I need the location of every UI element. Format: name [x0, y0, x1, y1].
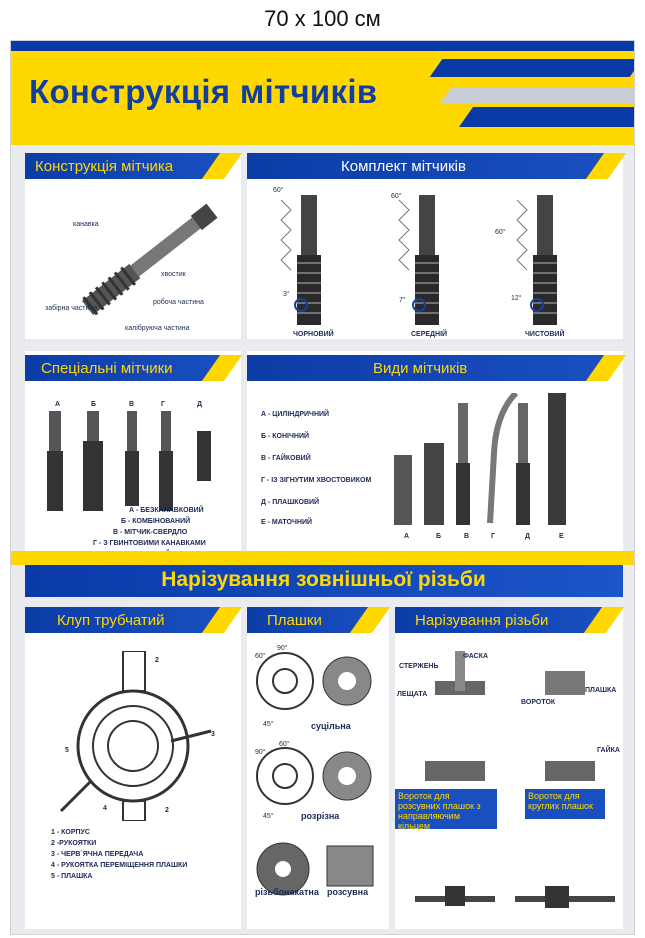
angle-label: 60° — [391, 193, 402, 200]
pipe-die-illustration — [51, 651, 221, 821]
types-legend-item: Г - ІЗ ЗІГНУТИМ ХВОСТОВИКОМ — [261, 477, 372, 484]
type-letter: Е — [559, 533, 564, 540]
special-legend-item: В - МІТЧИК-СВЕРДЛО — [113, 529, 188, 536]
banner-stripe — [11, 551, 635, 565]
label-shank: хвостик — [161, 271, 186, 278]
size-label: 70 x 100 см — [264, 6, 381, 31]
die-caption-solid: суцільна — [311, 721, 351, 731]
threading-illustration — [395, 641, 623, 911]
angle-label: 90° — [255, 749, 266, 756]
angle-label: 60° — [273, 187, 284, 194]
type-letter: А — [404, 533, 410, 540]
die-caption-split: розрізна — [301, 811, 340, 821]
angle-label: 90° — [277, 645, 288, 652]
threading-label-rod: СТЕРЖЕНЬ — [399, 663, 439, 670]
lead-angle-label: 7° — [399, 297, 406, 304]
pipe-die-legend-item: 3 - ЧЕРВ`ЯЧНА ПЕРЕДАЧА — [51, 851, 144, 858]
letter-label: А — [55, 401, 61, 408]
type-letter: В — [464, 533, 470, 540]
special-taps-illustration — [41, 411, 221, 521]
pipe-die-legend-item: 1 - КОРПУС — [51, 829, 90, 836]
angle-label: 45° — [263, 813, 274, 820]
caption-finishing: ЧИСТОВИЙ — [525, 331, 565, 338]
callout-number: 3 — [211, 731, 215, 738]
type-letter: Б — [436, 533, 442, 540]
type-letter: Д — [525, 533, 530, 540]
letter-label: Б — [91, 401, 97, 408]
letter-label: В — [129, 401, 135, 408]
pipe-die-legend-item: 5 - ПЛАШКА — [51, 873, 93, 880]
callout-number: 5 — [65, 747, 69, 754]
die-caption-rolling: різьбонакатна — [255, 887, 319, 897]
label-working-part: робоча частина — [153, 299, 204, 306]
poster-title: Конструкція мітчиків — [29, 73, 378, 110]
special-legend-item: Б - КОМБІНОВАНИЙ — [121, 518, 191, 525]
angle-label: 60° — [495, 229, 506, 236]
tap-set-illustration — [261, 185, 611, 335]
note-round-die-wrench: Вороток для круглих плашок — [525, 789, 605, 819]
label-flute: канавка — [73, 221, 99, 228]
poster — [10, 40, 635, 935]
angle-label: 45° — [263, 721, 274, 728]
special-legend-item: Г - З ГВИНТОВИМИ КАНАВКАМИ — [93, 540, 206, 547]
types-legend-item: А - ЦИЛІНДРИЧНИЙ — [261, 411, 330, 418]
tap-types-illustration — [386, 393, 586, 533]
angle-label: 60° — [279, 741, 290, 748]
pipe-die-legend-item: 4 - РУКОЯТКА ПЕРЕМІЩЕННЯ ПЛАШКИ — [51, 862, 188, 869]
types-legend-item: Б - КОНІЧНИЙ — [261, 433, 310, 440]
threading-label-chamfer: ФАСКА — [463, 653, 489, 660]
die-caption-adjustable: розсувна — [327, 887, 369, 897]
threading-label-die: ПЛАШКА — [585, 687, 617, 694]
header-band — [11, 41, 635, 145]
header-stripe — [430, 59, 635, 77]
note-adjustable-die-wrench: Вороток для розсувних плашок з направляючим кільцем — [395, 789, 497, 829]
dies-illustration — [247, 641, 387, 901]
header-stripe — [440, 87, 635, 103]
section-heading-special: Спеціальні мітчики — [41, 360, 173, 377]
banner-external-thread-text: Нарізування зовнішньої різьби — [161, 568, 486, 591]
threading-label-wrench: ВОРОТОК — [521, 699, 556, 706]
callout-number: 4 — [103, 805, 107, 812]
type-letter: Г — [491, 533, 495, 540]
callout-number: 2 — [155, 657, 159, 664]
types-legend-item: Д - ПЛАШКОВИЙ — [261, 499, 320, 506]
letter-label: Г — [161, 401, 165, 408]
caption-rough: ЧОРНОВИЙ — [293, 331, 334, 338]
types-legend-item: Е - МАТОЧНИЙ — [261, 519, 313, 526]
lead-angle-label: 12° — [511, 295, 522, 302]
lead-angle-label: 3° — [283, 291, 290, 298]
section-heading-types: Види мітчиків — [373, 360, 468, 377]
caption-medium: СЕРЕДНІЙ — [411, 331, 448, 338]
angle-label: 60° — [255, 653, 266, 660]
threading-label-nut: ГАЙКА — [597, 747, 620, 754]
special-legend-item: А - БЕЗКАНАВКОВИЙ — [129, 507, 204, 514]
section-heading-dies: Плашки — [267, 612, 322, 629]
threading-label-vise: ЛЕЩАТА — [397, 691, 428, 698]
letter-label: Д — [197, 401, 202, 408]
header-top-bar — [11, 41, 635, 51]
header-stripe — [459, 107, 635, 127]
label-sizing-part: калібруюча частина — [125, 325, 190, 332]
section-heading-set: Комплект мітчиків — [341, 158, 466, 175]
section-heading-construction: Конструкція мітчика — [35, 158, 174, 175]
section-heading-threading: Нарізування різьби — [415, 612, 549, 629]
callout-number: 2 — [165, 807, 169, 814]
types-legend-item: В - ГАЙКОВИЙ — [261, 455, 311, 462]
pipe-die-legend-item: 2 -РУКОЯТКИ — [51, 840, 97, 847]
section-heading-pipe-die: Клуп трубчатий — [57, 612, 165, 629]
label-lead-part: забірна частина — [45, 305, 98, 312]
